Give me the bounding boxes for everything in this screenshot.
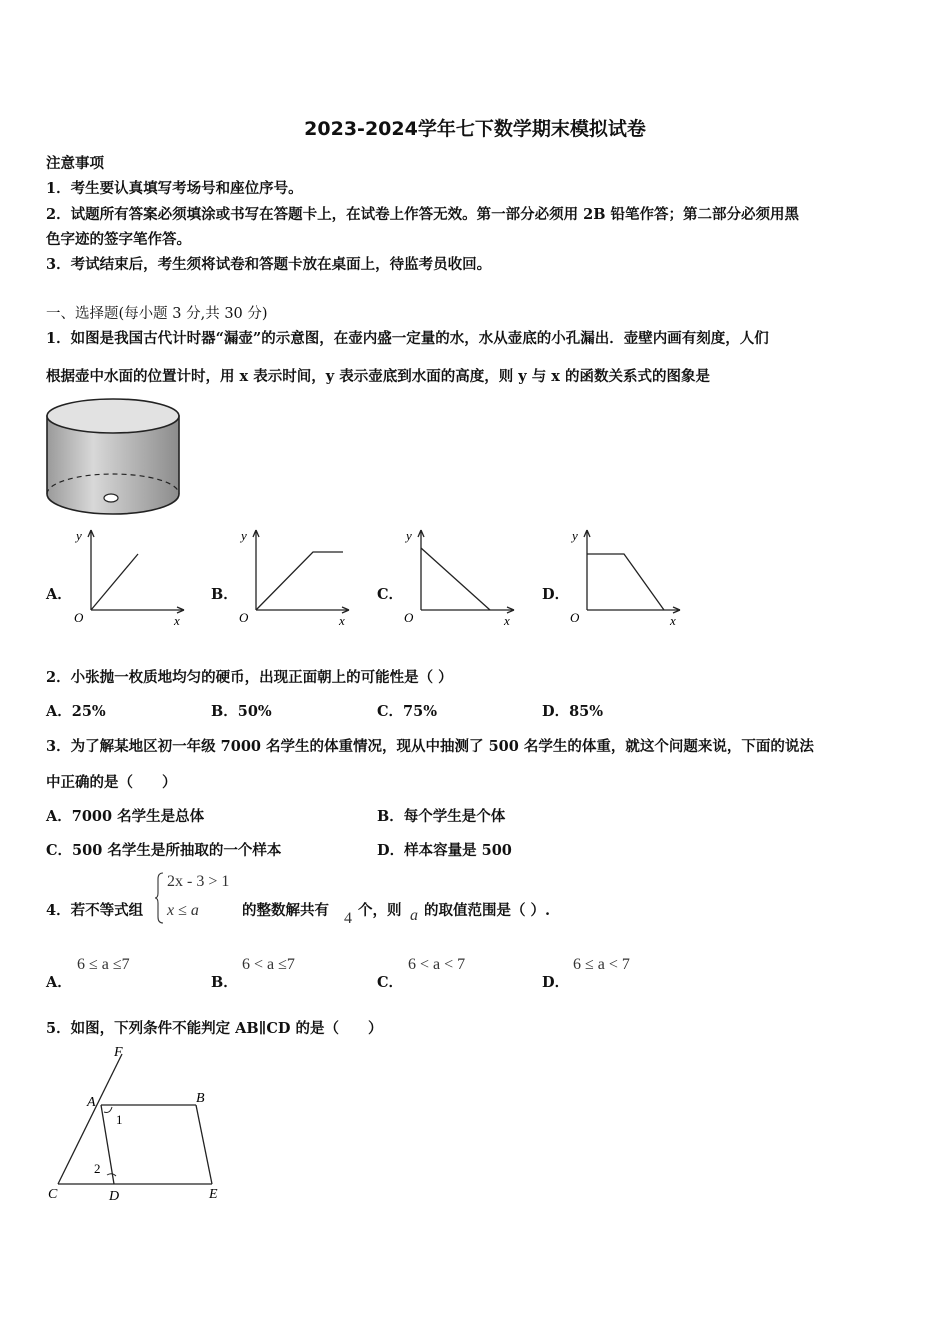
question-4-text: 的取值范围是（ ）.	[424, 902, 551, 919]
geometry-figure	[40, 1042, 240, 1208]
q1-graph-a	[70, 524, 190, 630]
question-3-line1: 3．为了解某地区初一年级 7000 名学生的体重情况，现从中抽测了 500 名学生的体重，就这个问题来说，下面的说法	[46, 738, 814, 755]
q2-option: B．50%	[211, 703, 272, 720]
angle-1-label: 1	[116, 1112, 123, 1127]
q4-option-label: B．	[211, 974, 238, 991]
water-clock-figure	[44, 396, 182, 520]
q1-option-label: C．	[377, 586, 404, 603]
q1-graph-b	[235, 524, 355, 630]
axis-y-label: y	[76, 528, 82, 543]
q3-option: A．7000 名学生是总体	[46, 808, 205, 825]
origin-label: O	[404, 610, 414, 625]
q2-option: A．25%	[46, 703, 106, 720]
q3-option: C．500 名学生是所抽取的一个样本	[46, 842, 282, 859]
section-heading: 一、选择题(每小题 3 分,共 30 分)	[46, 306, 268, 322]
question-3-line2: 中正确的是（ ）	[46, 774, 177, 791]
variable-a: a	[410, 907, 418, 924]
notice-item: 2．试题所有答案必须填涂或书写在答题卡上，在试卷上作答无效。第一部分必须用 2B 铅笔作答；第二部分必须用黑	[46, 206, 800, 223]
origin-label: O	[570, 610, 580, 625]
q1-graph-d	[566, 524, 686, 630]
question-5-stem: 5．如图，下列条件不能判定 AB∥CD 的是（ ）	[46, 1020, 383, 1037]
q4-option-expr: 6 ≤ a < 7	[573, 956, 630, 973]
notice-item: 3．考试结束后，考生须将试卷和答题卡放在桌面上，待监考员收回。	[46, 256, 492, 273]
label-F: F	[114, 1045, 123, 1060]
label-E: E	[209, 1187, 218, 1202]
q3-option: D．样本容量是 500	[377, 842, 512, 859]
notice-item: 色字迹的签字笔作答。	[46, 231, 191, 248]
q1-option-label: A．	[46, 586, 72, 603]
axis-y-label: y	[572, 528, 578, 543]
question-4-text: 的整数解共有	[242, 902, 329, 919]
question-4-prefix: 4．若不等式组	[46, 902, 144, 919]
notice-heading: 注意事项	[46, 155, 104, 172]
angle-2-label: 2	[94, 1161, 101, 1176]
axis-x-label: x	[174, 613, 180, 628]
inequality-1: 2x - 3 > 1	[167, 873, 230, 890]
q3-option: B．每个学生是个体	[377, 808, 506, 825]
system-brace	[155, 871, 165, 925]
q4-option-label: C．	[377, 974, 404, 991]
q1-option-label: D．	[542, 586, 570, 603]
label-D: D	[109, 1189, 120, 1204]
q2-option: C．75%	[377, 703, 437, 720]
question-1-line2: 根据壶中水面的位置计时，用 x 表示时间，y 表示壶底到水面的高度，则 y 与 x 的函数关系式的图象是	[46, 368, 710, 385]
inequality-2: x ≤ a	[167, 902, 199, 919]
origin-label: O	[74, 610, 84, 625]
axis-x-label: x	[504, 613, 510, 628]
q4-option-label: D．	[542, 974, 570, 991]
q1-option-label: B．	[211, 586, 238, 603]
q2-option: D．85%	[542, 703, 604, 720]
axis-y-label: y	[241, 528, 247, 543]
label-C: C	[48, 1187, 58, 1202]
axis-x-label: x	[670, 613, 676, 628]
q4-option-expr: 6 < a < 7	[408, 956, 466, 973]
q1-graph-c	[400, 524, 520, 630]
label-A: A	[87, 1095, 96, 1110]
axis-x-label: x	[339, 613, 345, 628]
axis-y-label: y	[406, 528, 412, 543]
question-4-text: 个，则	[358, 902, 402, 919]
notice-item: 1．考生要认真填写考场号和座位序号。	[46, 180, 303, 197]
q4-option-expr: 6 < a ≤7	[242, 956, 295, 973]
origin-label: O	[239, 610, 249, 625]
page-title: 2023-2024学年七下数学期末模拟试卷	[304, 118, 646, 140]
question-2-stem: 2．小张抛一枚质地均匀的硬币，出现正面朝上的可能性是（ ）	[46, 669, 453, 686]
q4-option-label: A．	[46, 974, 72, 991]
q4-option-expr: 6 ≤ a ≤7	[77, 956, 130, 973]
integer-count: 4	[344, 910, 352, 927]
question-1-line1: 1．如图是我国古代计时器“漏壶”的示意图，在壶内盛一定量的水，水从壶底的小孔漏出．壶壁内画有刻度，人们	[46, 330, 769, 347]
label-B: B	[196, 1091, 205, 1106]
